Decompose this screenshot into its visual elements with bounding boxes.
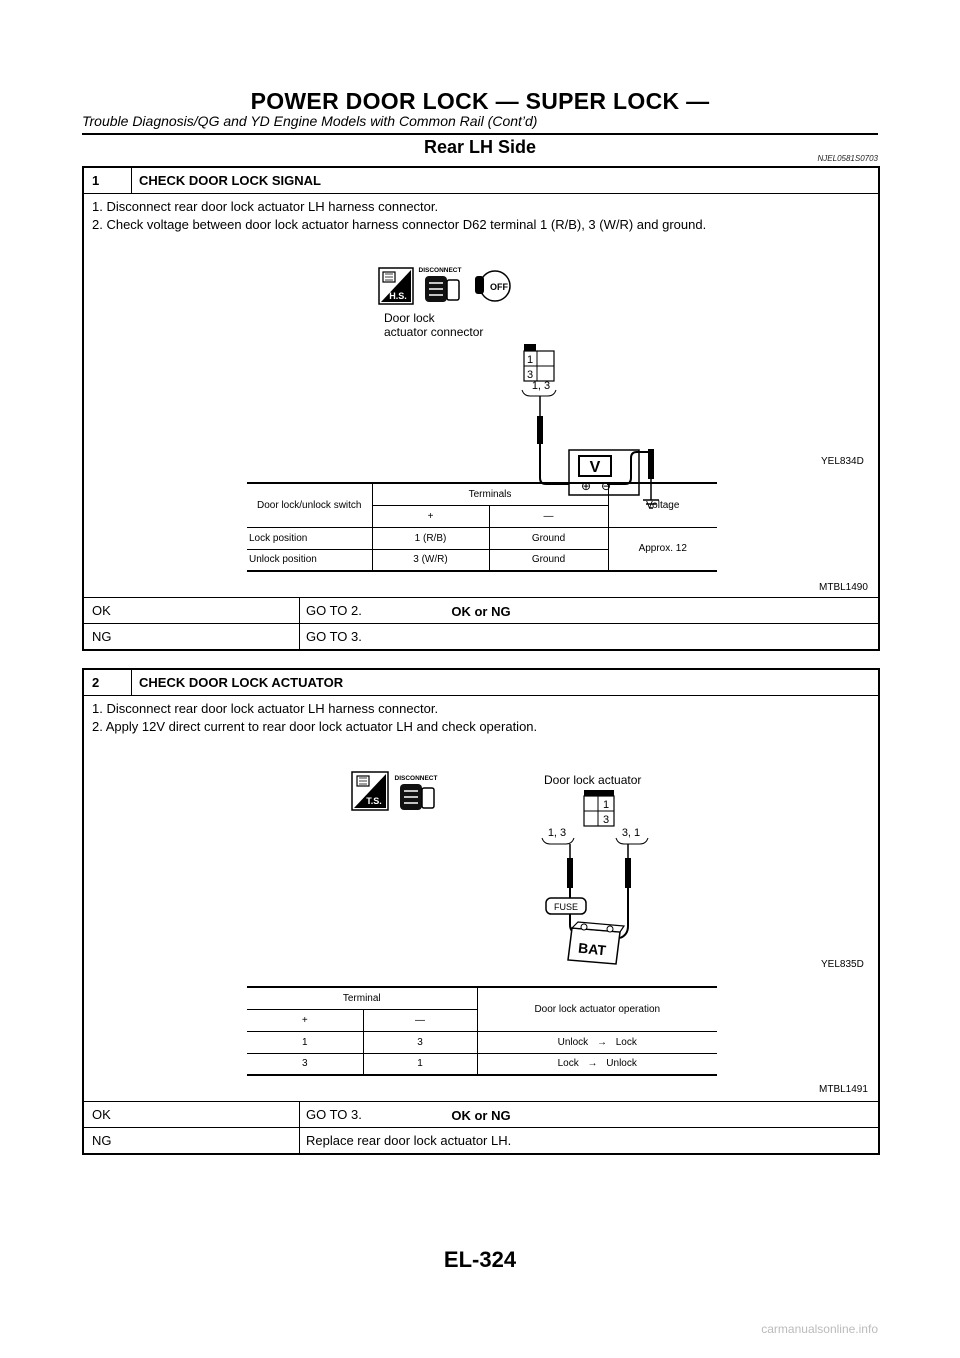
fuse-label: FUSE bbox=[553, 902, 579, 912]
col-header-operation: Door lock actuator operation bbox=[477, 987, 717, 1031]
divider bbox=[131, 670, 132, 695]
divider bbox=[299, 1102, 300, 1127]
instruction-line: 2. Check voltage between door lock actuator harness connector D62 terminal 1 (R/B), 3 (W/R) and ground. bbox=[92, 217, 707, 232]
divider bbox=[299, 598, 300, 623]
col-header-plus: + bbox=[247, 1009, 363, 1031]
table-id: MTBL1490 bbox=[819, 582, 868, 593]
result-value: Replace rear door lock actuator LH. bbox=[306, 1133, 512, 1148]
ok-or-ng-label: OK or NG bbox=[451, 604, 511, 619]
step-1-instructions bbox=[84, 194, 878, 234]
step-title: CHECK DOOR LOCK SIGNAL bbox=[139, 173, 321, 188]
divider bbox=[299, 1128, 300, 1153]
step-1-header bbox=[84, 168, 878, 193]
disconnect-label: DISCONNECT bbox=[418, 267, 462, 274]
table-cell: 3 bbox=[363, 1031, 477, 1053]
col-header-voltage: Voltage bbox=[608, 483, 717, 527]
hs-label: H.S. bbox=[389, 291, 407, 301]
operation-from: Lock bbox=[557, 1058, 579, 1070]
table-cell: 3 (W/R) bbox=[372, 549, 489, 571]
result-row bbox=[84, 597, 878, 623]
voltmeter-label: V bbox=[589, 459, 601, 476]
pin-label: 1 bbox=[602, 799, 610, 811]
col-header-minus: — bbox=[489, 505, 608, 527]
divider bbox=[131, 168, 132, 193]
step-2-header bbox=[84, 670, 878, 695]
table-cell: 1 bbox=[247, 1031, 363, 1053]
table-cell: 1 bbox=[363, 1053, 477, 1075]
pin-label: 3 bbox=[526, 369, 534, 381]
disconnect-icon bbox=[419, 267, 462, 302]
divider bbox=[299, 624, 300, 649]
result-value: GO TO 2. bbox=[306, 603, 362, 618]
col-header-terminal: Terminal bbox=[247, 987, 477, 1009]
result-value: GO TO 3. bbox=[306, 629, 362, 644]
operation-to: Lock bbox=[615, 1036, 637, 1048]
result-row bbox=[84, 1127, 878, 1153]
result-value: GO TO 3. bbox=[306, 1107, 362, 1122]
voltage-check-diagram bbox=[369, 238, 629, 493]
table-cell: Ground bbox=[489, 549, 608, 571]
page-title: POWER DOOR LOCK — SUPER LOCK — bbox=[250, 88, 710, 114]
battery-label: BAT bbox=[577, 939, 607, 959]
probe-label: 1, 3 bbox=[531, 380, 551, 392]
table-cell: 1 (R/B) bbox=[372, 527, 489, 549]
result-key: NG bbox=[92, 629, 112, 644]
pin-label: 3 bbox=[602, 814, 610, 826]
arrow-icon: → bbox=[596, 1036, 607, 1048]
figure-id: YEL835D bbox=[821, 959, 864, 970]
meter-plus: ⊕ bbox=[581, 479, 592, 493]
watermark: carmanualsonline.info bbox=[761, 1322, 878, 1336]
col-header-switch: Door lock/unlock switch bbox=[247, 483, 372, 527]
connector-label: Door lock bbox=[384, 311, 435, 325]
operation-cell bbox=[477, 1031, 717, 1053]
instruction-line: 1. Disconnect rear door lock actuator LH harness connector. bbox=[92, 199, 439, 214]
result-key: NG bbox=[92, 1133, 112, 1148]
probe-label: 1, 3 bbox=[547, 827, 567, 839]
disconnect-label: DISCONNECT bbox=[394, 775, 438, 782]
step-number: 2 bbox=[92, 675, 100, 690]
instruction-line: 1. Disconnect rear door lock actuator LH harness connector. bbox=[92, 701, 439, 716]
section-title: Rear LH Side bbox=[423, 137, 537, 157]
pin-label: 1 bbox=[526, 354, 534, 366]
connector-label: actuator connector bbox=[384, 325, 484, 339]
section-code: NJEL0581S0703 bbox=[817, 154, 878, 163]
table-cell: 3 bbox=[247, 1053, 363, 1075]
result-row bbox=[84, 1101, 878, 1127]
operation-to: Unlock bbox=[606, 1058, 637, 1070]
operation-cell bbox=[477, 1053, 717, 1075]
step-1-box bbox=[82, 166, 880, 651]
figure-id: YEL834D bbox=[821, 456, 864, 467]
step-2-box bbox=[82, 668, 880, 1155]
meter-minus: ⊖ bbox=[601, 479, 612, 493]
probe-label: 3, 1 bbox=[621, 827, 641, 839]
col-header-terminals: Terminals bbox=[372, 483, 608, 505]
step-number: 1 bbox=[92, 173, 100, 188]
col-header-plus: + bbox=[372, 505, 489, 527]
result-key: OK bbox=[92, 603, 111, 618]
table-cell: Unlock position bbox=[247, 549, 372, 571]
ok-or-ng-label: OK or NG bbox=[451, 1108, 511, 1123]
step-title: CHECK DOOR LOCK ACTUATOR bbox=[139, 675, 344, 690]
disconnect-icon bbox=[395, 775, 438, 810]
table-id: MTBL1491 bbox=[819, 1084, 868, 1095]
result-key: OK bbox=[92, 1107, 111, 1122]
result-row bbox=[84, 623, 878, 649]
table-cell: Ground bbox=[489, 527, 608, 549]
terminal-side-icon bbox=[352, 772, 388, 810]
operation-spec-table bbox=[247, 986, 717, 1076]
off-label: OFF bbox=[490, 282, 508, 292]
connector-face bbox=[584, 790, 614, 826]
step-2-instructions bbox=[84, 696, 878, 736]
voltage-value: Approx. 12 bbox=[608, 527, 717, 571]
ts-label: T.S. bbox=[366, 796, 382, 806]
page-subtitle: Trouble Diagnosis/QG and YD Engine Models with Common Rail (Cont’d) bbox=[82, 113, 538, 129]
operation-from: Unlock bbox=[557, 1036, 589, 1048]
harness-side-icon bbox=[379, 268, 413, 304]
ignition-off-icon bbox=[475, 271, 510, 301]
actuator-label: Door lock actuator bbox=[544, 773, 642, 787]
col-header-minus: — bbox=[363, 1009, 477, 1031]
connector-face bbox=[524, 344, 554, 381]
instruction-line: 2. Apply 12V direct current to rear door lock actuator LH and check operation. bbox=[92, 719, 538, 734]
page-number: EL-324 bbox=[443, 1247, 517, 1272]
voltage-spec-table bbox=[247, 482, 717, 572]
table-cell: Lock position bbox=[247, 527, 372, 549]
header-divider bbox=[82, 133, 878, 135]
battery-icon bbox=[562, 918, 632, 968]
arrow-icon: → bbox=[587, 1058, 598, 1070]
